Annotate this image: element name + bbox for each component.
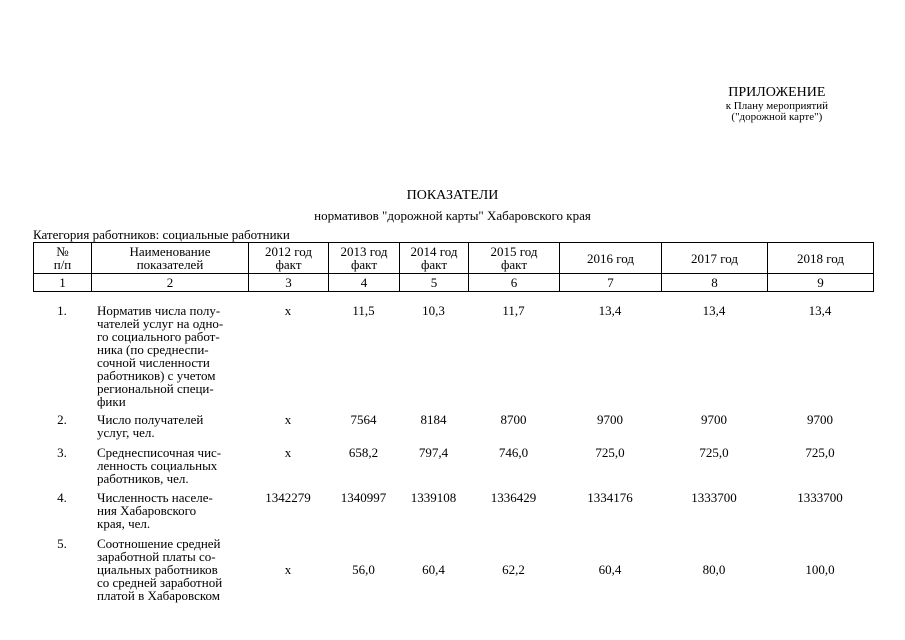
row-number: 5. (57, 536, 67, 551)
value-cell: 13,4 (598, 303, 622, 318)
value-cell: 1340997 (340, 490, 387, 505)
indicator-name-line: со средней заработной (97, 575, 223, 590)
indicator-name-line: Среднесписочная чис- (97, 445, 222, 460)
header-line: 2018 год (797, 250, 844, 266)
indicator-name-line: ника (по среднеспи- (97, 342, 209, 357)
column-number-7: 7 (560, 274, 662, 292)
value-cell: 56,0 (352, 562, 375, 577)
header-line: 2015 год (490, 244, 538, 259)
row-number: 2. (57, 412, 67, 427)
indicator-name-line: услуг, чел. (97, 425, 155, 440)
document-subtitle: нормативов "дорожной карты" Хабаровского края (314, 208, 591, 223)
indicator-name-line: Численность населе- (97, 490, 213, 505)
indicators-table-header (33, 242, 874, 292)
value-cell: 746,0 (498, 445, 529, 460)
header-cell-2 (92, 243, 249, 274)
value-cell: 7564 (350, 412, 377, 427)
header-line: 2017 год (691, 250, 738, 266)
header-line: факт (350, 257, 378, 272)
indicator-name-line: Соотношение средней (97, 536, 221, 551)
header-line: 2014 год (410, 244, 458, 259)
header-cell-3 (249, 243, 329, 274)
value-cell: х (284, 445, 292, 460)
value-cell: 9700 (597, 412, 623, 427)
value-cell: 797,4 (418, 445, 449, 460)
row-number: 1. (57, 303, 67, 318)
column-number-9: 9 (768, 274, 874, 292)
header-cell-1 (34, 243, 92, 274)
indicator-name-line: Число получателей (97, 412, 204, 427)
indicator-name (97, 446, 252, 485)
value-cell: 9700 (701, 412, 727, 427)
column-number-3: 3 (249, 274, 329, 292)
indicator-name-line: чателей услуг на одно- (97, 316, 224, 331)
value-cell: 1333700 (691, 490, 737, 505)
header-line: показателей (136, 257, 204, 272)
header-line: факт (275, 257, 302, 272)
header-line: факт (420, 257, 448, 272)
worker-category: Категория работников: социальные работники (33, 227, 290, 242)
value-cell: 1336429 (490, 490, 537, 505)
indicator-name-line: работников) с учетом (97, 368, 216, 383)
indicator-name (97, 537, 252, 602)
indicator-name-line: платой в Хабаровском (97, 588, 220, 603)
value-cell: 658,2 (348, 445, 379, 460)
indicator-name-line: ленность социальных (97, 458, 218, 473)
value-cell: х (284, 303, 292, 318)
column-number-1: 1 (34, 274, 92, 292)
value-cell: 725,0 (595, 445, 625, 460)
value-cell: 8184 (420, 412, 447, 427)
header-cell-9 (768, 243, 874, 274)
header-line: факт (500, 257, 528, 272)
header-cell-7 (560, 243, 662, 274)
value-cell: 62,2 (502, 562, 525, 577)
header-cell-6 (469, 243, 560, 274)
value-cell: 8700 (500, 412, 527, 427)
column-number-6: 6 (469, 274, 560, 292)
column-number-5: 5 (400, 274, 469, 292)
column-number-4: 4 (329, 274, 400, 292)
header-line: 2012 год (265, 244, 312, 259)
header-cell-5 (400, 243, 469, 274)
appendix-block (726, 86, 828, 124)
indicator-name (97, 413, 252, 439)
value-cell: 10,3 (422, 303, 445, 318)
value-cell: 60,4 (422, 562, 445, 577)
appendix-title: ПРИЛОЖЕНИЕ (728, 85, 826, 100)
indicator-name-line: ния Хабаровского (97, 503, 197, 518)
indicator-name-line: работников, чел. (97, 471, 189, 486)
value-cell: 725,0 (805, 445, 835, 460)
header-line: Наименование (129, 244, 211, 259)
row-number: 3. (57, 445, 67, 460)
value-cell: 60,4 (598, 562, 622, 577)
value-cell: 80,0 (702, 562, 726, 577)
value-cell: 1339108 (410, 490, 457, 505)
value-cell: 9700 (807, 412, 833, 427)
value-cell: 100,0 (805, 562, 835, 577)
header-cell-4 (329, 243, 400, 274)
value-cell: 13,4 (702, 303, 726, 318)
appendix-line-2: ("дорожной карте") (731, 111, 823, 124)
indicator-name (97, 304, 252, 408)
header-cell-8 (662, 243, 768, 274)
value-cell: х (284, 412, 292, 427)
header-line: п/п (53, 257, 72, 272)
indicator-name-line: края, чел. (97, 516, 151, 531)
value-cell: 11,7 (502, 303, 525, 318)
indicator-name (97, 491, 252, 530)
indicator-name-line: Норматив числа полу- (97, 303, 221, 318)
header-line: 2016 год (587, 250, 634, 266)
document-title: ПОКАЗАТЕЛИ (406, 188, 499, 203)
value-cell: х (284, 562, 292, 577)
appendix-line-1: к Плану мероприятий (725, 99, 828, 112)
header-line: № (56, 244, 69, 259)
value-cell: 725,0 (699, 445, 729, 460)
header-line: 2013 год (340, 244, 388, 259)
value-cell: 1334176 (587, 490, 633, 505)
value-cell: 1342279 (265, 490, 311, 505)
column-number-8: 8 (662, 274, 768, 292)
indicator-name-line: заработной платы со- (97, 549, 216, 564)
indicator-name-line: фики (97, 394, 126, 409)
row-number: 4. (57, 490, 67, 505)
indicator-name-line: региональной специ- (97, 381, 214, 396)
indicator-name-line: го социального работ- (97, 329, 220, 344)
indicator-name-line: сочной численности (97, 355, 210, 370)
indicator-name-line: циальных работников (97, 562, 218, 577)
column-number-2: 2 (92, 274, 249, 292)
value-cell: 11,5 (352, 303, 375, 318)
value-cell: 13,4 (808, 303, 832, 318)
value-cell: 1333700 (797, 490, 843, 505)
